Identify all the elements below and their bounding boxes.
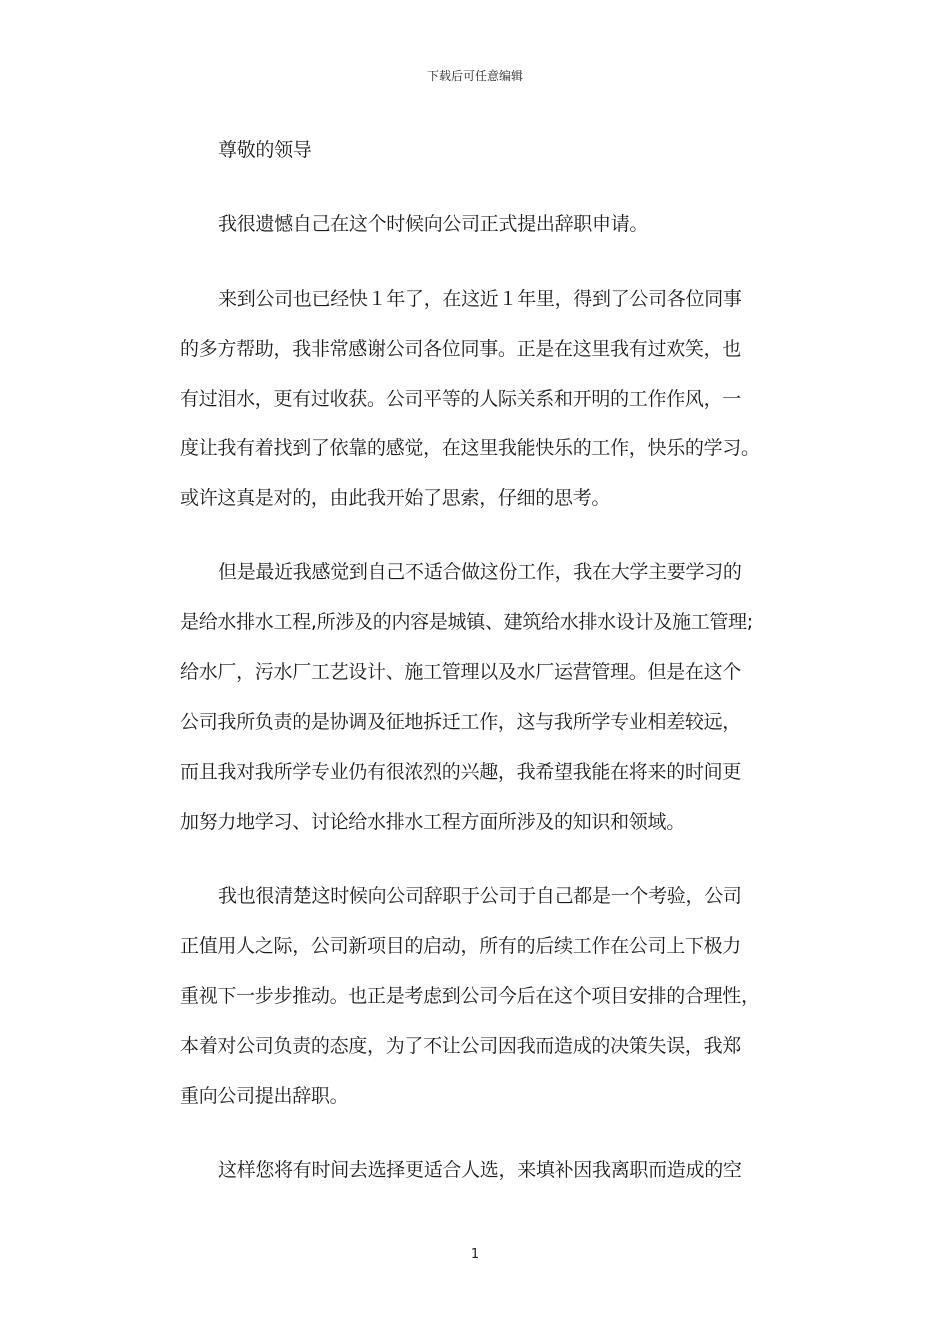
- paragraph-3-line: 给水厂，污水厂工艺设计、施工管理以及水厂运营管理。但是在这个: [180, 661, 742, 683]
- page-number: 1: [470, 1247, 480, 1262]
- paragraph-2-line: 有过泪水，更有过收获。公司平等的人际关系和开明的工作作风，一: [180, 388, 742, 410]
- paragraph-1-line: 我很遗憾自己在这个时候向公司正式提出辞职申请。: [218, 213, 649, 235]
- paragraph-4-line: 本着对公司负责的态度，为了不让公司因我而造成的决策失误，我郑: [180, 1035, 742, 1057]
- paragraph-2-line: 来到公司也已经快１年了，在这近１年里，得到了公司各位同事: [218, 288, 742, 310]
- page-header: 下载后可任意编辑: [426, 69, 523, 83]
- paragraph-4-line: 重向公司提出辞职。: [180, 1085, 349, 1107]
- paragraph-4-line: 正值用人之际，公司新项目的启动，所有的后续工作在公司上下极力: [180, 935, 742, 957]
- paragraph-3-line: 公司我所负责的是协调及征地拆迁工作，这与我所学专业相差较远，: [180, 711, 742, 733]
- salutation: 尊敬的领导: [218, 139, 312, 161]
- paragraph-2-line: 或许这真是对的，由此我开始了思索，仔细的思考。: [180, 487, 611, 509]
- paragraph-3-line: 而且我对我所学专业仍有很浓烈的兴趣，我希望我能在将来的时间更: [180, 761, 742, 783]
- paragraph-2-line: 的多方帮助，我非常感谢公司各位同事。正是在这里我有过欢笑，也: [180, 338, 742, 360]
- paragraph-5-line: 这样您将有时间去选择更适合人选，来填补因我离职而造成的空: [218, 1159, 742, 1181]
- paragraph-2-line: 度让我有着找到了依靠的感觉，在这里我能快乐的工作，快乐的学习。: [180, 437, 760, 459]
- paragraph-3-line: 但是最近我感觉到自己不适合做这份工作，我在大学主要学习的: [218, 561, 742, 583]
- paragraph-4-line: 重视下一步步推动。也正是考虑到公司今后在这个项目安排的合理性，: [180, 985, 760, 1007]
- paragraph-4-line: 我也很清楚这时候向公司辞职于公司于自己都是一个考验，公司: [218, 885, 742, 907]
- paragraph-3-line: 是给水排水工程,所涉及的内容是城镇、建筑给水排水设计及施工管理;: [180, 611, 753, 633]
- paragraph-3-line: 加努力地学习、讨论给水排水工程方面所涉及的知识和领域。: [180, 811, 685, 833]
